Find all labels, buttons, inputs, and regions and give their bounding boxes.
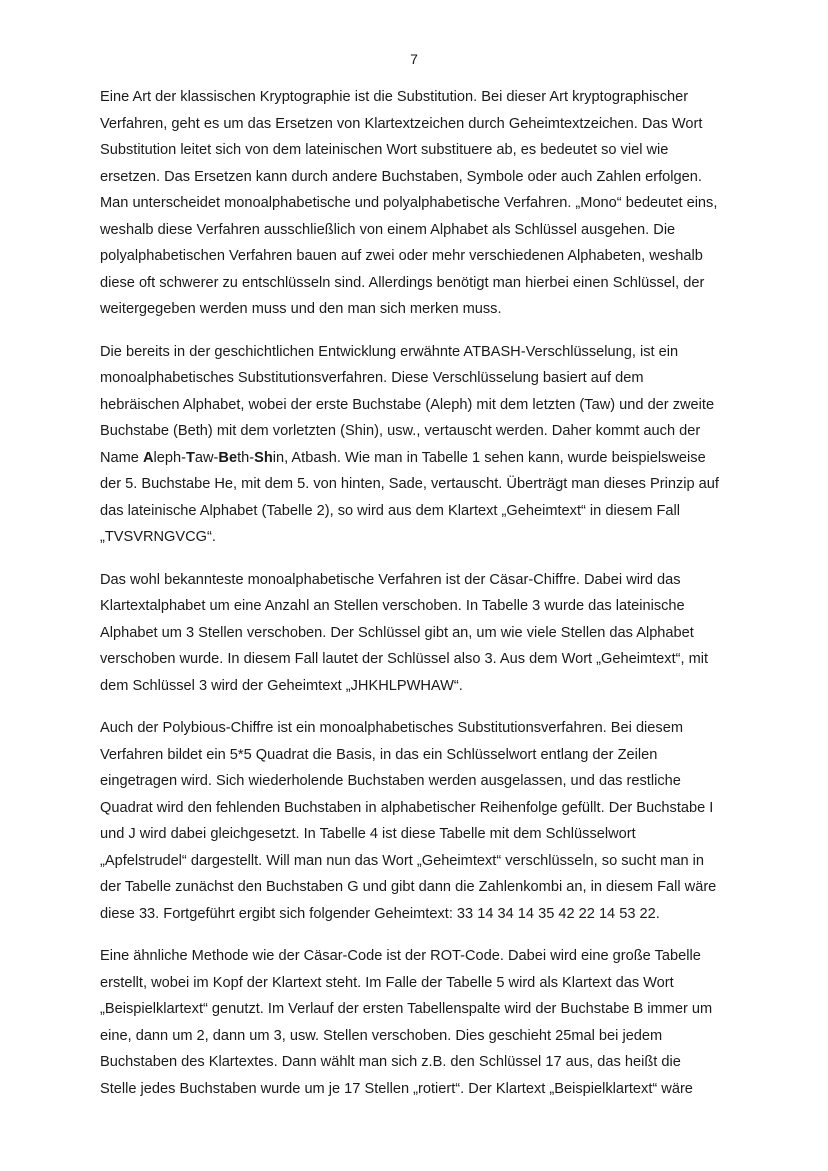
paragraph-polybius: [100, 715, 756, 927]
text-line: Verfahren bildet ein 5*5 Quadrat die Basis, in das ein Schlüsselwort entlang der Zeilen: [100, 746, 658, 763]
text-run: leph-: [153, 449, 186, 466]
bold-run: Be: [218, 449, 238, 466]
text-line: eine, dann um 2, dann um 3, usw. Stellen verschoben. Dies geschieht 25mal bei jedem: [100, 1027, 663, 1044]
text-line: ersetzen. Das Ersetzen kann durch andere Buchstaben, Symbole oder auch Zahlen erfolgen.: [100, 168, 702, 185]
text-run: th-: [237, 449, 255, 466]
text-line: Verfahren, geht es um das Ersetzen von Klartextzeichen durch Geheimtextzeichen. Das Wort: [100, 115, 703, 132]
text-line: hebräischen Alphabet, wobei der erste Buchstabe (Aleph) mit dem letzten (Taw) und der zweite: [100, 396, 715, 413]
text-line: diese oft schwerer zu entschlüsseln sind. Allerdings benötigt man hierbei einen Schlüssel, der: [100, 274, 705, 291]
text-line: Buchstaben des Klartextes. Dann wählt man sich z.B. den Schlüssel 17 aus, das heißt die: [100, 1054, 681, 1070]
text-run: Name: [100, 449, 143, 466]
document-body: [100, 84, 756, 1118]
text-line: eingetragen wird. Sich wiederholende Buchstaben werden ausgelassen, und das restliche: [100, 773, 681, 789]
text-line: erstellt, wobei im Kopf der Klartext steht. Im Falle der Tabelle 5 wird als Klartext das Wort: [100, 974, 674, 991]
text-line: Eine Art der klassischen Kryptographie ist die Substitution. Bei dieser Art kryptographischer: [100, 89, 689, 105]
text-run: aw-: [194, 449, 219, 466]
text-line: Die bereits in der geschichtlichen Entwicklung erwähnte ATBASH-Verschlüsselung, ist ein: [100, 343, 679, 360]
page-number: 7: [410, 51, 418, 67]
bold-run: A: [142, 449, 154, 466]
text-line: weitergegeben werden muss und den man sich merken muss.: [100, 301, 502, 317]
text-line: diese 33. Fortgeführt ergibt sich folgender Geheimtext: 33 14 34 14 35 42 22 14 53 22.: [100, 905, 660, 922]
text-line: das lateinische Alphabet (Tabelle 2), so wird aus dem Klartext „Geheimtext“ in diesem Fall: [100, 502, 680, 519]
text-line-atbash-name: [100, 445, 756, 472]
text-line: und J wird dabei gleichgesetzt. In Tabelle 4 ist diese Tabelle mit dem Schlüsselwort: [100, 826, 636, 842]
text-line: verschoben wurde. In diesem Fall lautet der Schlüssel also 3. Aus dem Wort „Geheimtext“, mit: [100, 651, 709, 667]
text-line: Eine ähnliche Methode wie der Cäsar-Code ist der ROT-Code. Dabei wird eine große Tabelle: [100, 948, 701, 964]
text-line: Klartextalphabet um eine Anzahl an Stellen verschoben. In Tabelle 3 wurde das lateinische: [100, 598, 685, 614]
text-line: Das wohl bekannteste monoalphabetische Verfahren ist der Cäsar-Chiffre. Dabei wird das: [100, 571, 681, 588]
text-line: der Tabelle zunächst den Buchstaben G und gibt dann die Zahlenkombi an, in diesem Fall wäre: [100, 879, 717, 895]
text-line: der 5. Buchstabe He, mit dem 5. von hinten, Sade, vertauscht. Überträgt man dieses Prinzip auf: [100, 476, 719, 492]
bold-run: Sh: [254, 449, 273, 466]
text-line: Alphabet um 3 Stellen verschoben. Der Schlüssel gibt an, um wie viele Stellen das Alphabet: [100, 624, 694, 641]
text-line: Buchstabe (Beth) mit dem vorletzten (Shin), usw., vertauscht werden. Daher kommt auch der: [100, 423, 701, 439]
text-line: „Beispielklartext“ genutzt. Im Verlauf der ersten Tabellenspalte wird der Buchstabe B immer um: [100, 1001, 713, 1017]
text-line: monoalphabetisches Substitutionsverfahren. Diese Verschlüsselung basiert auf dem: [100, 370, 644, 386]
text-line: Substitution leitet sich von dem lateinischen Wort substituere ab, es bedeutet so viel wie: [100, 142, 669, 158]
text-line: Auch der Polybious-Chiffre ist ein monoalphabetisches Substitutionsverfahren. Bei diesem: [100, 720, 683, 736]
text-line: Quadrat wird den fehlenden Buchstaben in alphabetischer Reihenfolge gefüllt. Der Buchstabe I: [100, 799, 714, 816]
text-line: Stelle jedes Buchstaben wurde um je 17 Stellen „rotiert“. Der Klartext „Beispielklartext“ wäre: [100, 1080, 693, 1097]
text-line: „Apfelstrudel“ dargestellt. Will man nun das Wort „Geheimtext“ verschlüsseln, so sucht man in: [100, 852, 704, 869]
text-line: polyalphabetischen Verfahren bauen auf zwei oder mehr verschiedenen Alphabeten, weshalb: [100, 248, 703, 264]
text-line: weshalb diese Verfahren ausschließlich von einem Alphabet als Schlüssel ausgehen. Die: [100, 221, 676, 238]
text-line: „TVSVRNGVCG“.: [100, 529, 216, 545]
paragraph-caesar: [100, 567, 756, 700]
paragraph-substitution: [100, 84, 756, 323]
paragraph-atbash: [100, 339, 756, 551]
text-line: Man unterscheidet monoalphabetische und polyalphabetische Verfahren. „Mono“ bedeutet eins,: [100, 195, 718, 211]
text-line: dem Schlüssel 3 wird der Geheimtext „JHKHLPWHAW“.: [100, 677, 463, 694]
paragraph-rot: [100, 943, 756, 1102]
text-run: in, Atbash. Wie man in Tabelle 1 sehen kann, wurde beispielsweise: [272, 449, 706, 466]
bold-run: T: [185, 449, 195, 466]
